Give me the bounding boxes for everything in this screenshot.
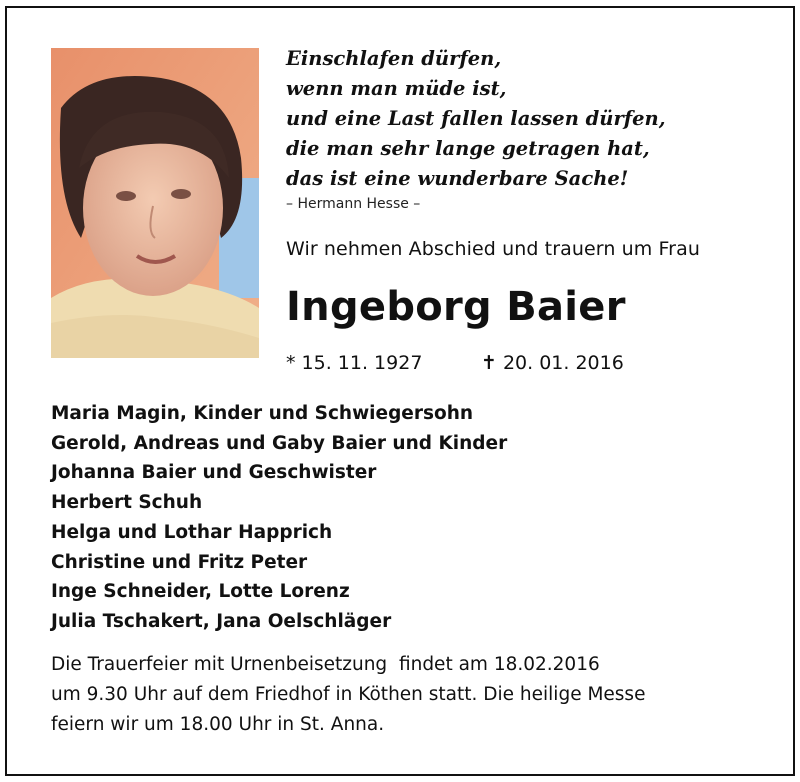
quote-line: wenn man müde ist, (286, 77, 507, 100)
ceremony-info (51, 650, 771, 740)
quote-block (286, 44, 766, 194)
quote-line: Einschlafen dürfen, (286, 47, 502, 70)
ceremony-line: Die Trauerfeier mit Urnenbeisetzung findet am 18.02.2016 (51, 654, 600, 675)
mourner-line: Julia Tschakert, Jana Oelschläger (51, 610, 392, 632)
intro-text: Wir nehmen Abschied und trauern um Frau (286, 238, 700, 260)
mourner-line: Inge Schneider, Lotte Lorenz (51, 581, 350, 603)
death-date: ✝ 20. 01. 2016 (481, 352, 624, 374)
mourner-line: Helga und Lothar Happrich (51, 521, 333, 543)
mourner-line: Christine und Fritz Peter (51, 551, 308, 573)
quote-line: und eine Last fallen lassen dürfen, (286, 107, 666, 130)
ceremony-line: um 9.30 Uhr auf dem Friedhof in Köthen statt. Die heilige Messe (51, 684, 646, 705)
mourner-line: Herbert Schuh (51, 492, 203, 514)
quote-line: das ist eine wunderbare Sache! (286, 167, 629, 190)
mourner-line: Johanna Baier und Geschwister (51, 462, 377, 484)
mourner-line: Gerold, Andreas und Gaby Baier und Kinder (51, 432, 508, 454)
portrait-photo (51, 48, 259, 358)
mourner-line: Maria Magin, Kinder und Schwiegersohn (51, 403, 474, 424)
deceased-name: Ingeborg Baier (286, 284, 626, 330)
mourners-list (51, 399, 771, 637)
quote-line: die man sehr lange getragen hat, (286, 137, 650, 160)
birth-date: * 15. 11. 1927 (286, 352, 423, 374)
portrait-image (51, 48, 259, 358)
quote-author: – Hermann Hesse – (286, 196, 421, 212)
ceremony-line: feiern wir um 18.00 Uhr in St. Anna. (51, 714, 385, 735)
